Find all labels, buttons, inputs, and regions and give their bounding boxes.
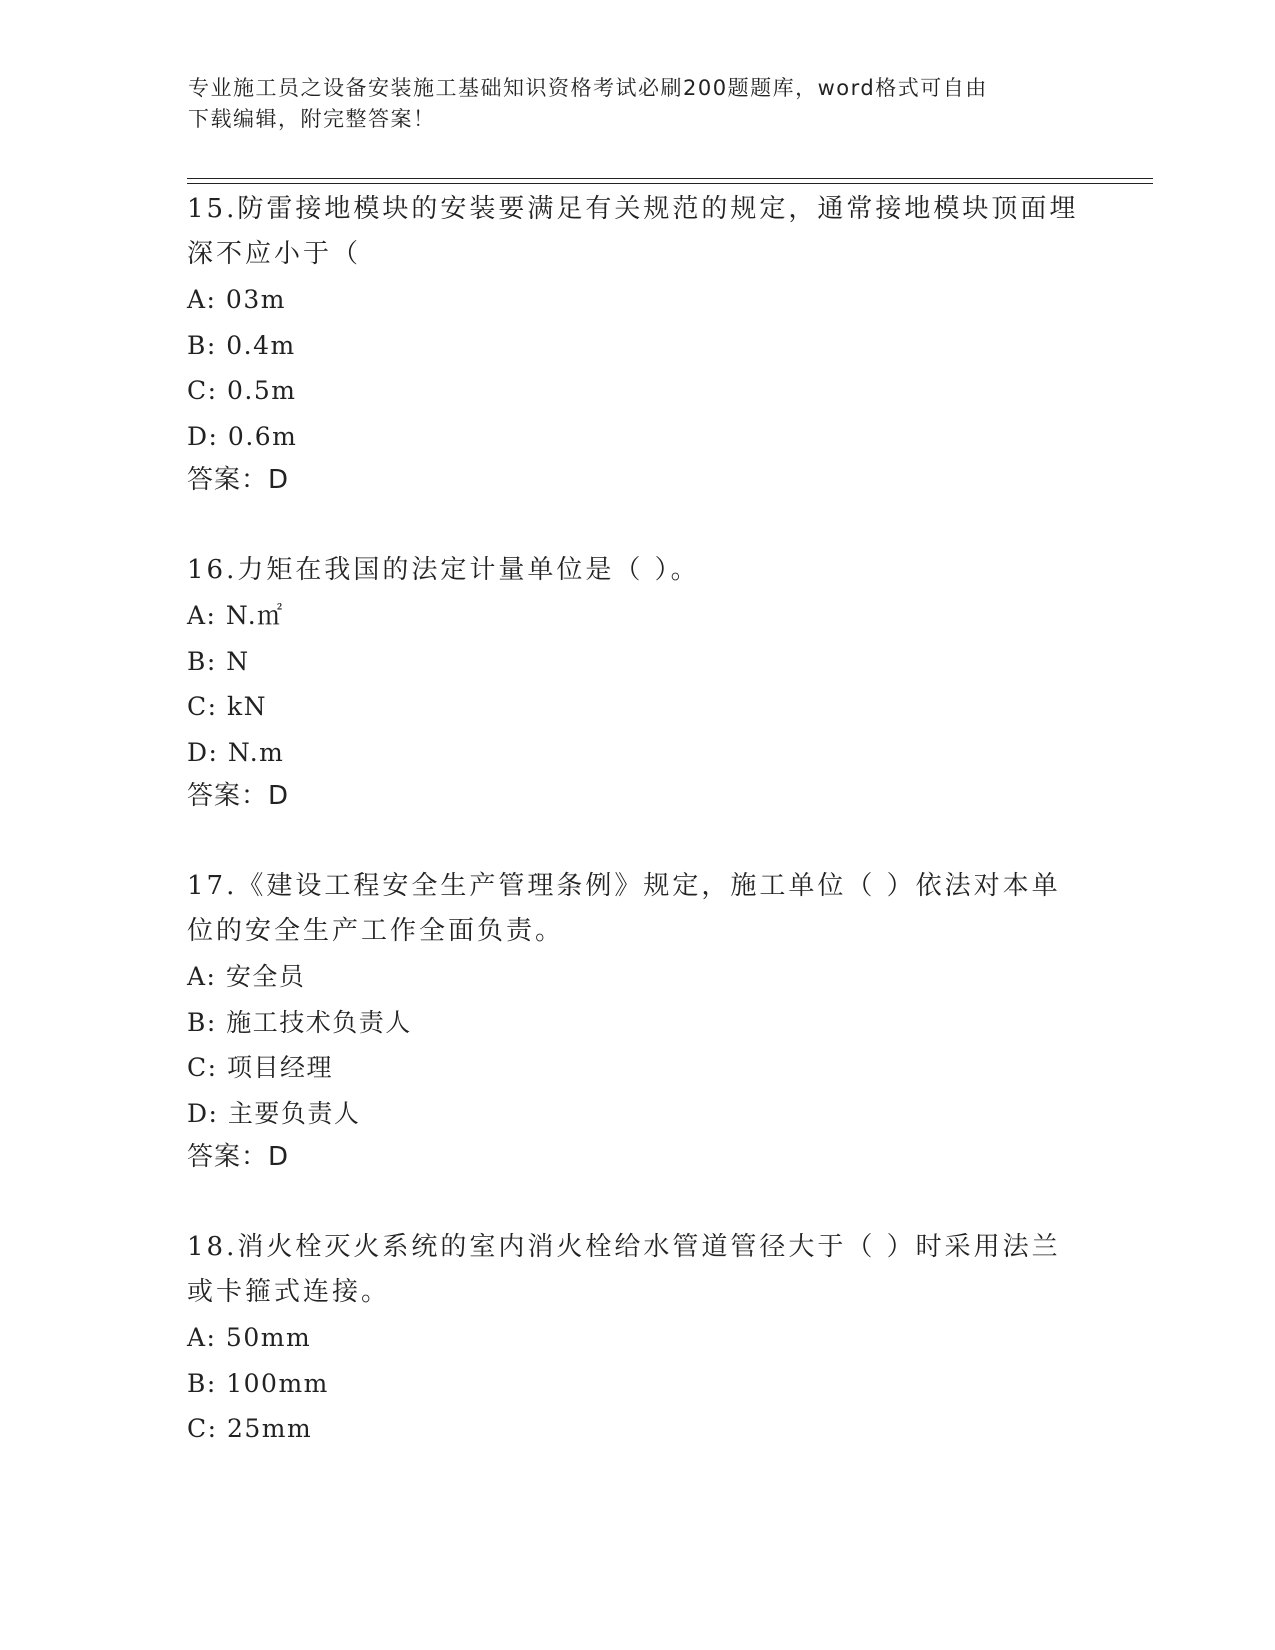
header-line-2: 下载编辑，附完整答案！ [188,107,436,131]
question-text-line: 18.消火栓灭火系统的室内消火栓给水管道管径大于（ ）时采用法兰 [187,1232,1061,1262]
answer-line: 答案：D [187,1142,290,1172]
option-d: D: 主要负责人 [187,1098,361,1128]
option-a: A: 03m [187,285,286,314]
answer-line: 答案：D [187,781,290,811]
option-c: C: 项目经理 [187,1053,333,1082]
question-text-line: 17.《建设工程安全生产管理条例》规定，施工单位（ ）依法对本单 [187,871,1061,901]
option-c: C: kN [187,692,268,721]
question-spacer [187,502,1087,548]
option-a: A: N.㎡ [187,601,284,630]
option-d: D: 0.6m [187,421,298,451]
question-text-line: 16.力矩在我国的法定计量单位是（ ）。 [187,555,700,585]
option-c: C: 0.5m [187,376,297,405]
question-17 [187,864,1087,1179]
option-c: C: 25mm [187,1414,313,1443]
question-16 [187,548,1087,818]
question-18 [187,1225,1087,1452]
question-15 [187,187,1087,502]
question-text-line: 或卡箍式连接。 [187,1277,391,1307]
question-text-line: 位的安全生产工作全面负责。 [187,916,565,946]
option-b: B: 施工技术负责人 [187,1007,412,1037]
option-b: B: 100mm [187,1368,329,1398]
question-text-line: 15.防雷接地模块的安装要满足有关规范的规定，通常接地模块顶面埋 [187,194,1079,224]
header-divider-bottom [187,183,1153,184]
document-header [188,73,1088,135]
question-spacer [187,818,1087,864]
question-text-line: 深不应小于（ [187,239,362,269]
header-line-1: 专业施工员之设备安装施工基础知识资格考试必刷200题题库，word格式可自由 [188,76,988,100]
option-a: A: 50mm [187,1323,312,1352]
option-b: B: N [187,646,250,676]
option-d: D: N.m [187,737,285,767]
question-spacer [187,1179,1087,1225]
answer-line: 答案：D [187,465,290,495]
question-list [187,187,1087,1452]
option-a: A: 安全员 [187,962,306,991]
option-b: B: 0.4m [187,330,296,360]
header-divider-top [187,178,1153,179]
